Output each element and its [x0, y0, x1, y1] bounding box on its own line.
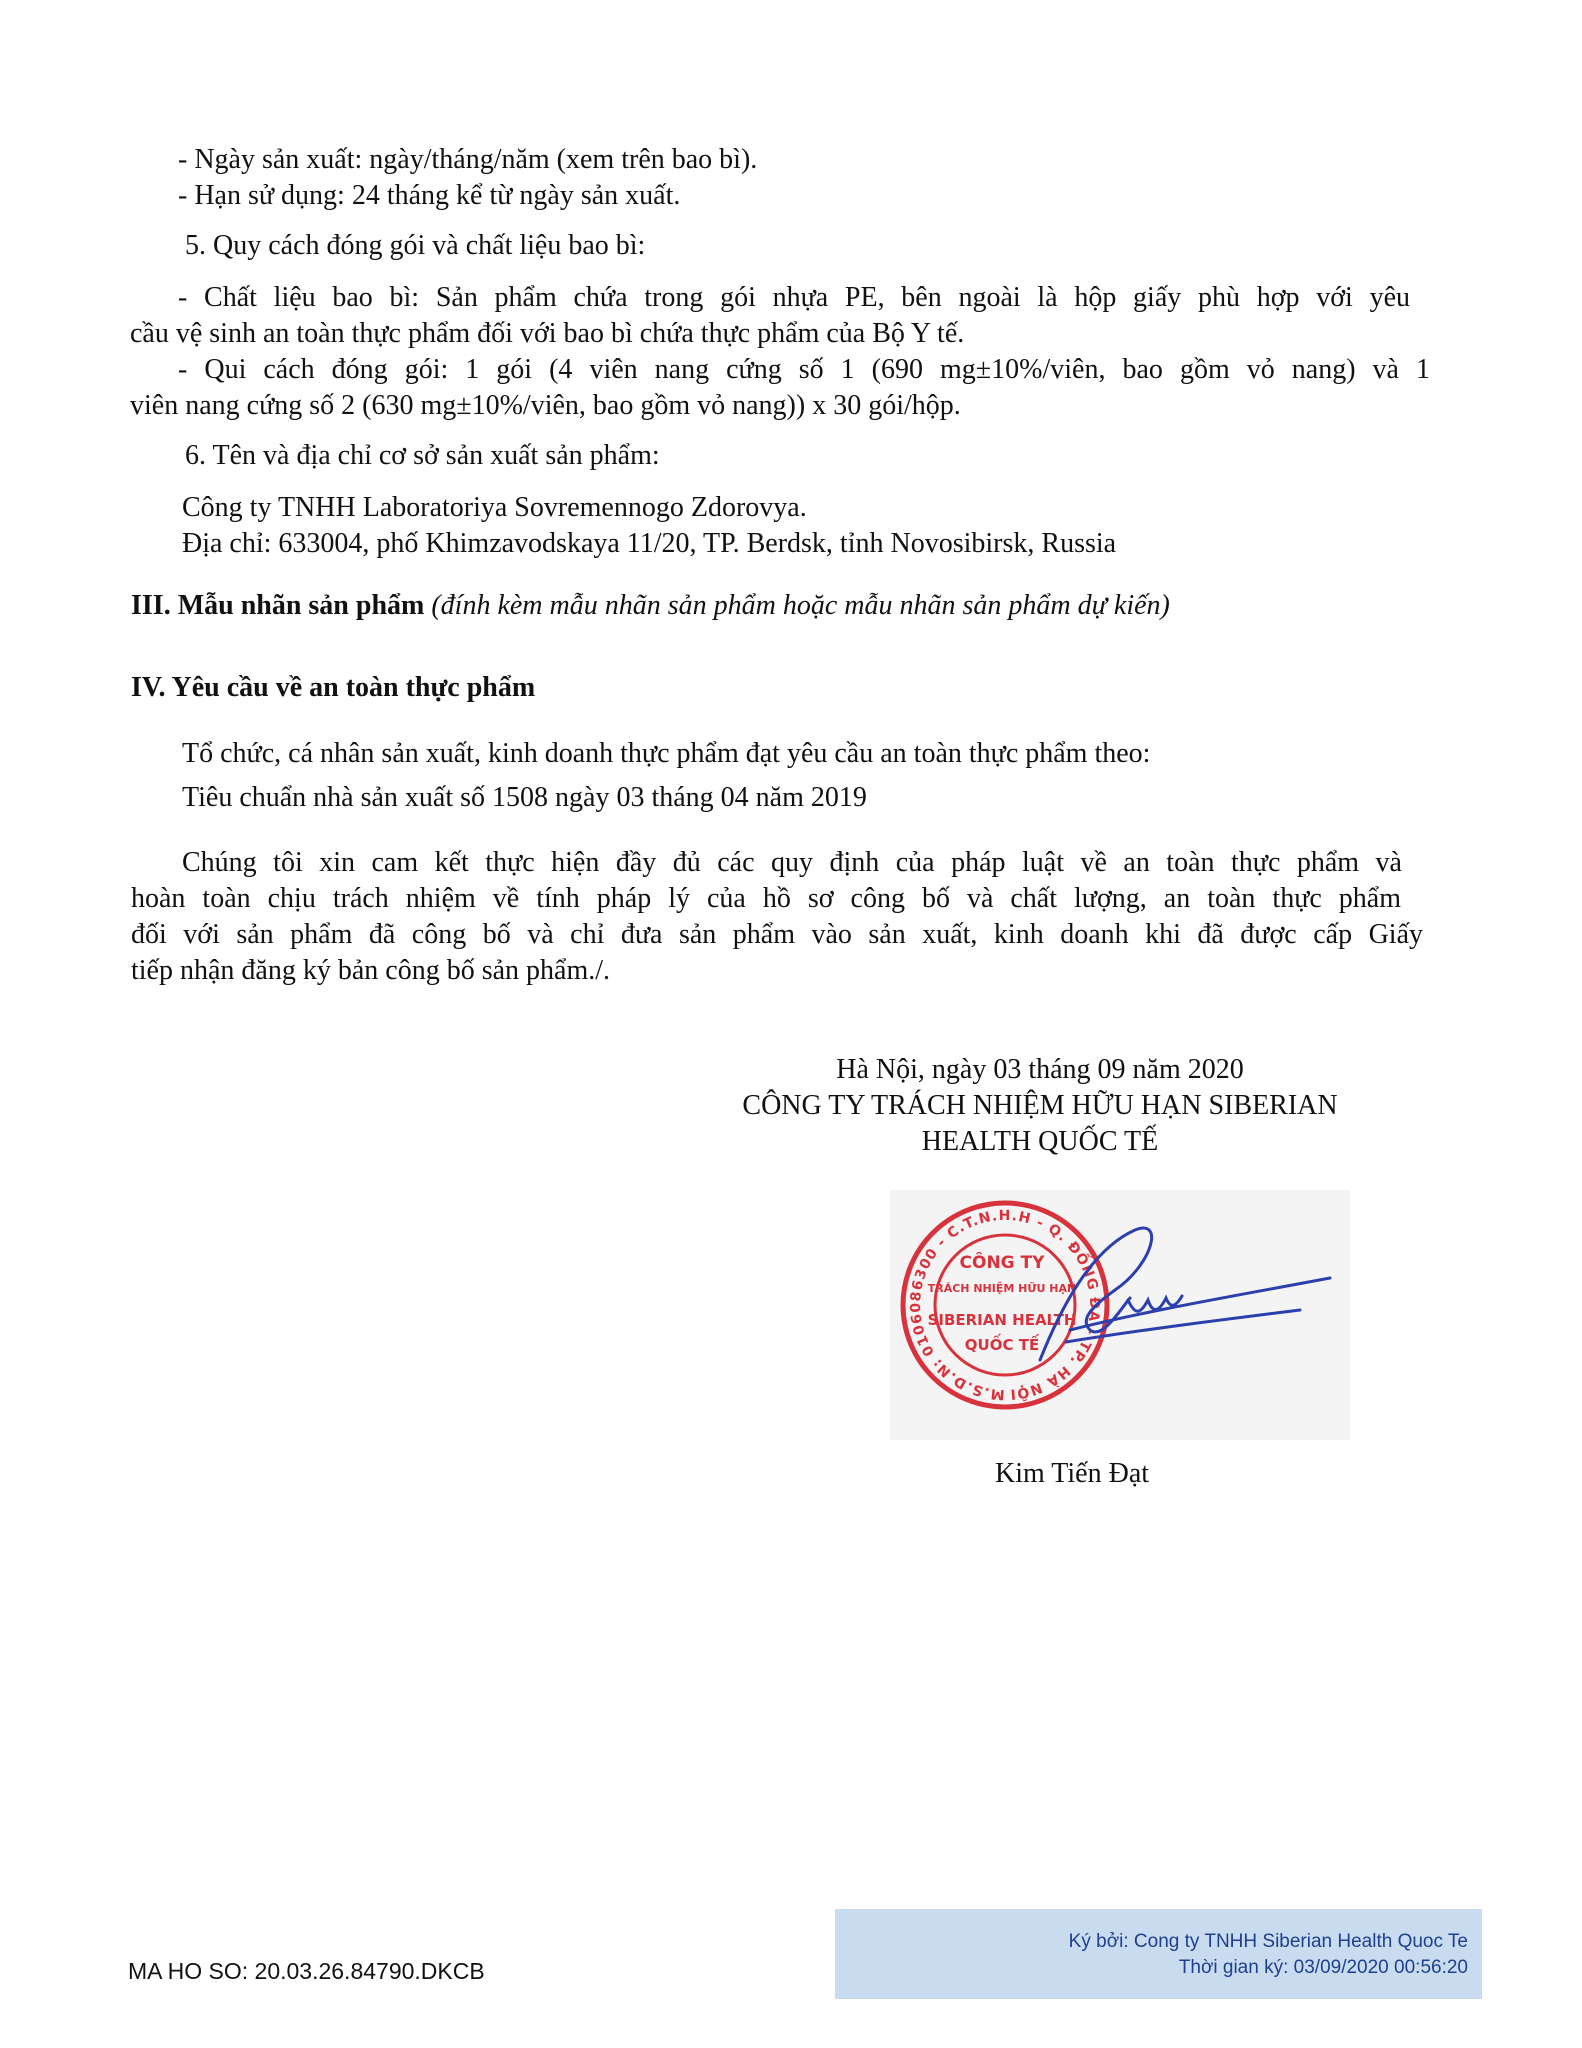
- signed-by: Ký bởi: Cong ty TNHH Siberian Health Quoc Te: [1068, 1931, 1468, 1952]
- company-seal-icon: [890, 1190, 1350, 1440]
- file-code: MA HO SO: 20.03.26.84790.DKCB: [128, 1958, 485, 1984]
- company-name-line-2: HEALTH QUỐC TẾ: [921, 1126, 1159, 1157]
- commitment-line-1: Chúng tôi xin cam kết thực hiện đầy đủ các quy định của pháp luật về an toàn thực phẩm và: [182, 847, 1402, 878]
- seal-line-1: CÔNG TY: [959, 1253, 1045, 1273]
- food-safety-line-2: Tiêu chuẩn nhà sản xuất số 1508 ngày 03 tháng 04 năm 2019: [182, 782, 867, 813]
- section-4-heading: IV. Yêu cầu về an toàn thực phẩm: [131, 672, 536, 703]
- material-line-2: cầu vệ sinh an toàn thực phẩm đối với bao bì chứa thực phẩm của Bộ Y tế.: [130, 318, 965, 349]
- spec-line-1: - Qui cách đóng gói: 1 gói (4 viên nang cứng số 1 (690 mg±10%/viên, bao gồm vỏ nang) và 1: [178, 354, 1430, 385]
- commitment-line-4: tiếp nhận đăng ký bản công bố sản phẩm./.: [131, 955, 611, 986]
- section-3-title: [131, 588, 1170, 624]
- seal-line-4: QUỐC TẾ: [964, 1336, 1040, 1354]
- signed-time: Thời gian ký: 03/09/2020 00:56:20: [1178, 1957, 1468, 1978]
- expiry-line: - Hạn sử dụng: 24 tháng kể từ ngày sản xuất.: [178, 180, 681, 211]
- place-date: Hà Nội, ngày 03 tháng 09 năm 2020: [836, 1054, 1244, 1085]
- company-name-line-1: CÔNG TY TRÁCH NHIỆM HỮU HẠN SIBERIAN: [742, 1090, 1338, 1121]
- commitment-line-3: đối với sản phẩm đã công bố và chỉ đưa sản phẩm vào sản xuất, kinh doanh khi đã được cấp Giấy: [131, 919, 1423, 950]
- spec-line-2: viên nang cứng số 2 (630 mg±10%/viên, bao gồm vỏ nang)) x 30 gói/hộp.: [130, 390, 961, 421]
- seal-line-2: TRÁCH NHIỆM HỮU HẠN: [927, 1282, 1077, 1295]
- food-safety-line-1: Tổ chức, cá nhân sản xuất, kinh doanh thực phẩm đạt yêu cầu an toàn thực phẩm theo:: [182, 738, 1151, 769]
- seal-line-3: SIBERIAN HEALTH: [927, 1311, 1077, 1329]
- signer-name: Kim Tiến Đạt: [995, 1458, 1150, 1489]
- section-3-note: (đính kèm mẫu nhãn sản phẩm hoặc mẫu nhãn sản phẩm dự kiến): [431, 590, 1170, 621]
- manufacturer-name: Công ty TNHH Laboratoriya Sovremennogo Zdorovya.: [182, 492, 807, 523]
- stamp-and-signature: [890, 1190, 1350, 1440]
- manufacturer-heading: 6. Tên và địa chỉ cơ sở sản xuất sản phẩm:: [185, 440, 660, 471]
- digital-signature-box: [835, 1909, 1482, 1999]
- packaging-heading: 5. Quy cách đóng gói và chất liệu bao bì:: [185, 230, 646, 261]
- mfg-date-line: - Ngày sản xuất: ngày/tháng/năm (xem trên bao bì).: [178, 144, 758, 175]
- manufacturer-address: Địa chỉ: 633004, phố Khimzavodskaya 11/20, TP. Berdsk, tỉnh Novosibirsk, Russia: [182, 528, 1117, 559]
- seal-ring-text: M.S.D.N: 0106086300 - C.T.N.H.H - Q. ĐỐNG ĐA - TP. HÀ NỘI: [907, 1207, 1103, 1403]
- section-3-heading: III. Mẫu nhãn sản phẩm: [131, 590, 425, 621]
- commitment-line-2: hoàn toàn chịu trách nhiệm về tính pháp lý của hồ sơ công bố và chất lượng, an toàn thực phẩm: [131, 883, 1401, 914]
- material-line-1: - Chất liệu bao bì: Sản phẩm chứa trong gói nhựa PE, bên ngoài là hộp giấy phù hợp với yêu: [178, 282, 1410, 313]
